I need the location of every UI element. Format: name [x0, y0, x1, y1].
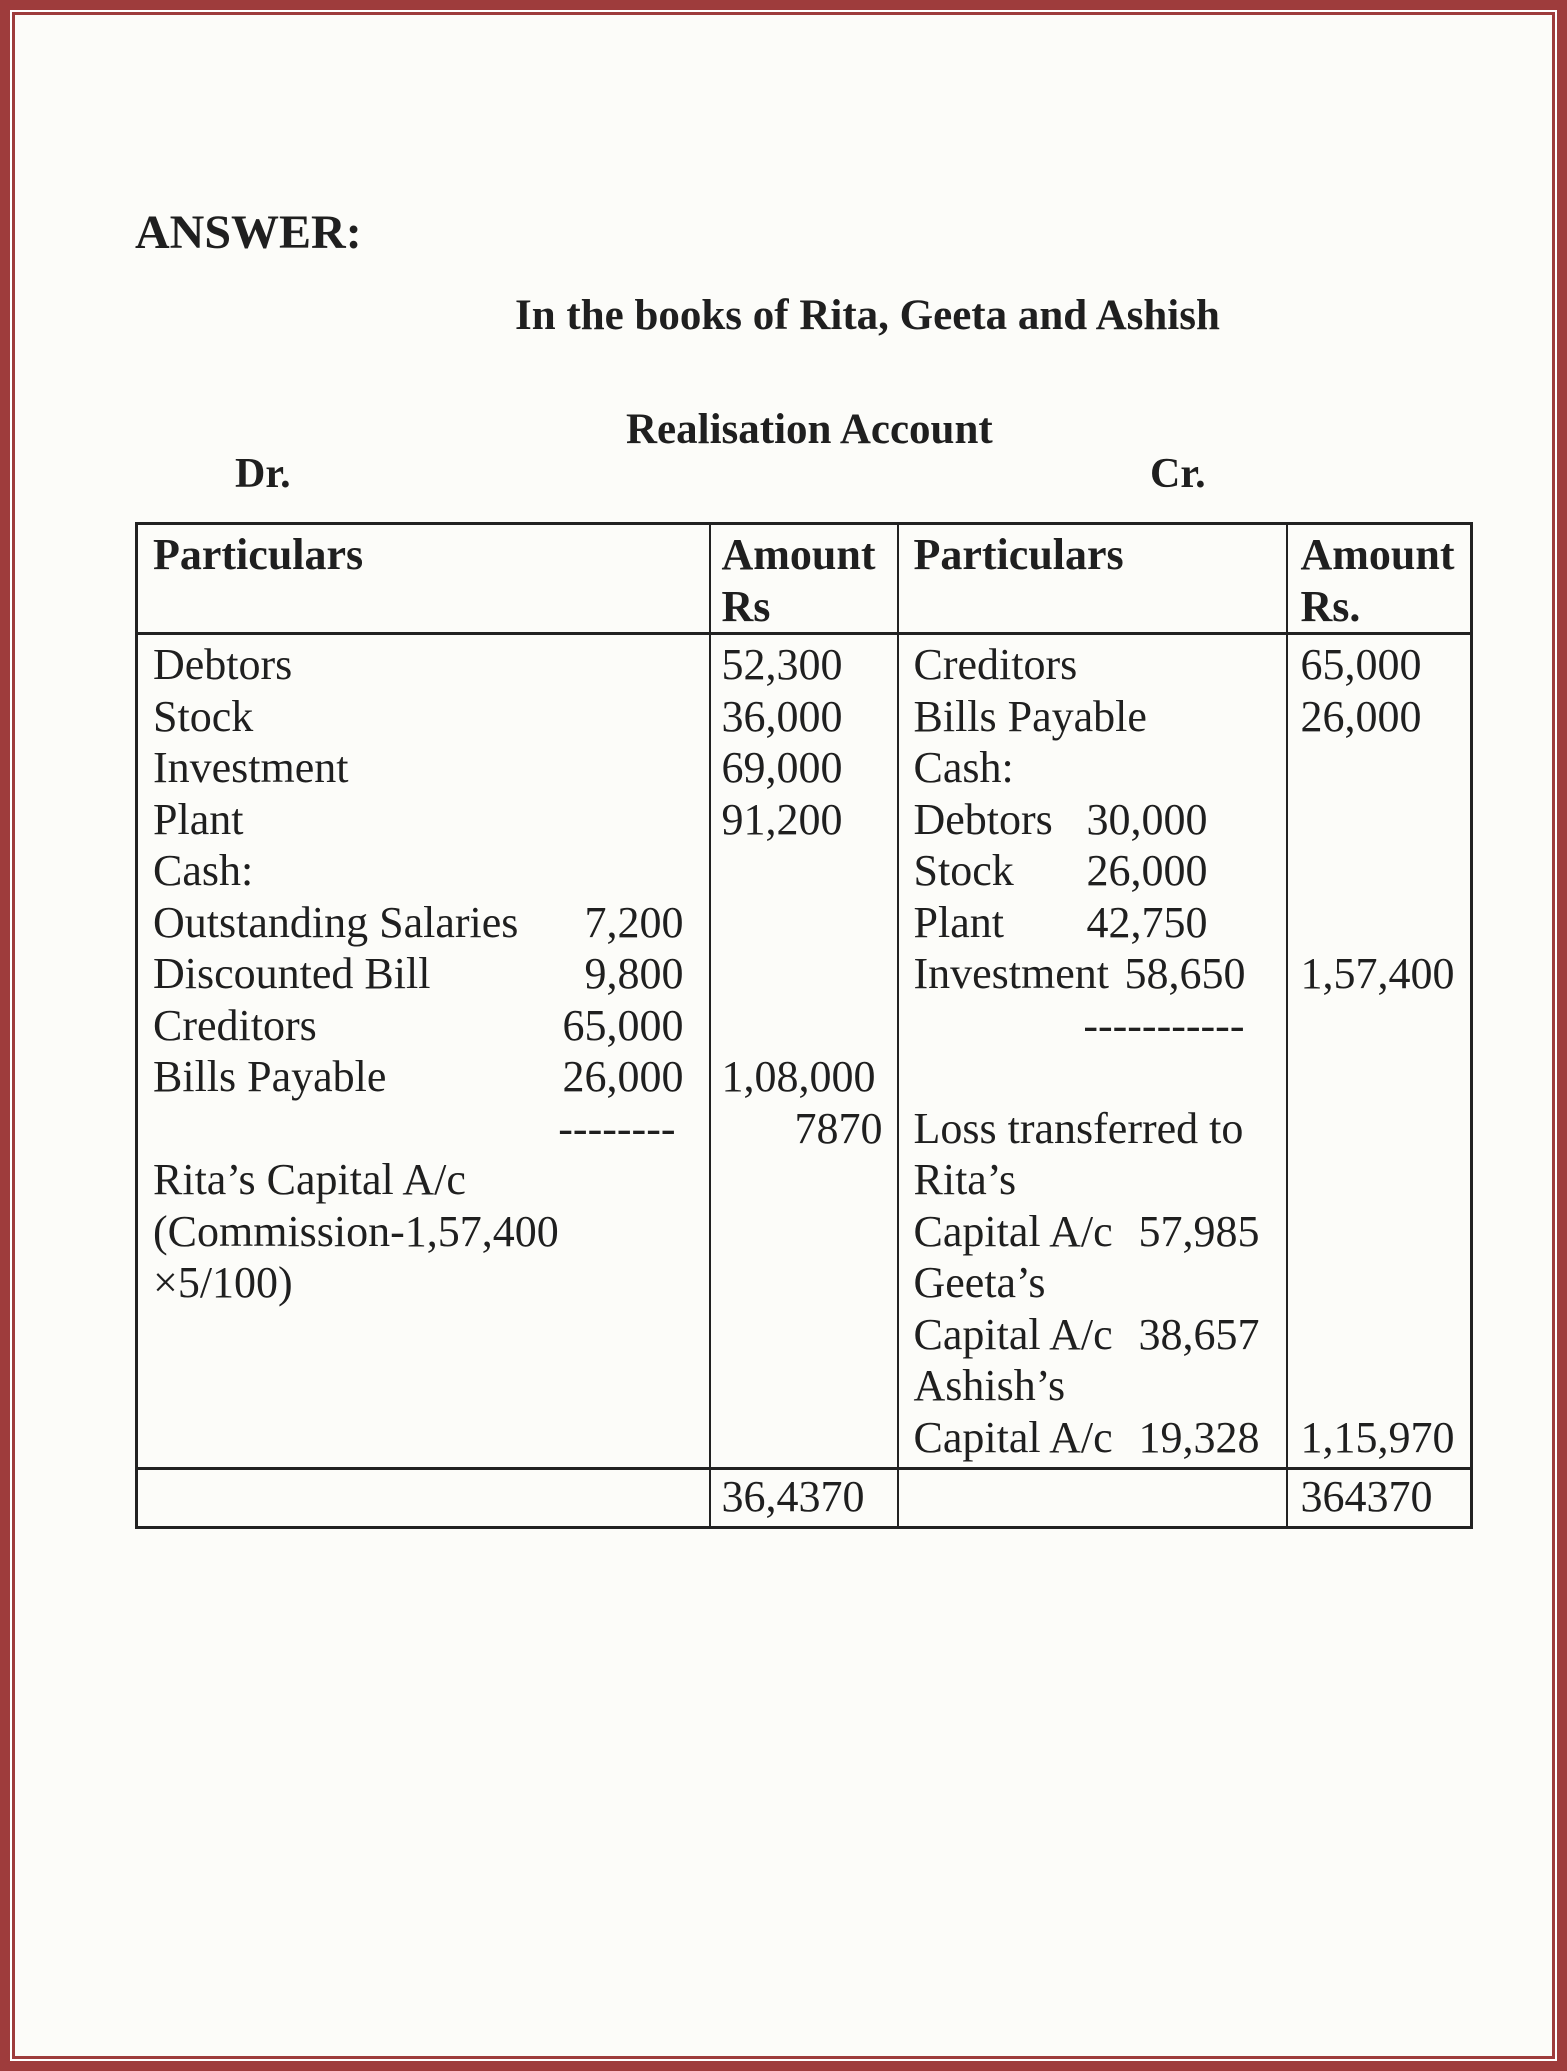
particulars-sub-amount: 19,328 [1138, 1412, 1260, 1462]
amount-line-blank [711, 1206, 897, 1258]
amount-line-blank [1288, 1000, 1471, 1052]
amount-line-blank [711, 1154, 897, 1206]
particulars-line [1288, 581, 1471, 633]
particulars-label: Creditors [913, 640, 1078, 689]
header-cr-amount [1287, 524, 1472, 634]
heading-account-title: Realisation Account [626, 406, 993, 453]
particulars-label: Cash: [153, 846, 254, 895]
particulars-label: Discounted Bill [153, 949, 431, 998]
amount-line-blank [711, 897, 897, 949]
amount-line [1288, 691, 1471, 743]
dr-label: Dr. [235, 451, 291, 497]
amount-value: 7870 [794, 1103, 883, 1153]
particulars-sub-amount: ----------- [1083, 1000, 1245, 1050]
particulars-line [899, 529, 1286, 581]
dr-total-blank-cell [137, 1469, 710, 1528]
particulars-line-blank [138, 1309, 709, 1361]
amount-line-blank [711, 1360, 897, 1412]
amount-line [711, 1051, 897, 1103]
particulars-label: Cash: [913, 743, 1014, 792]
table-body-row [137, 634, 1472, 1469]
particulars-sub-amount: 58,650 [1124, 949, 1246, 998]
particulars-sub-amount: 9,800 [584, 949, 684, 998]
realisation-account-table [135, 522, 1473, 1529]
particulars-line [899, 691, 1286, 743]
particulars-sub-amount: 57,985 [1138, 1206, 1260, 1256]
dr-amount-cell [710, 634, 898, 1469]
particulars-label: Rita’s [913, 1155, 1017, 1204]
particulars-label: Plant [153, 794, 244, 844]
particulars-sub-amount: 26,000 [1086, 846, 1208, 895]
table-total-row [137, 1469, 1472, 1528]
particulars-label: Stock [153, 691, 254, 741]
particulars-sub-amount: 7,200 [584, 897, 684, 947]
amount-line-blank [711, 1309, 897, 1361]
particulars-line [138, 794, 709, 846]
amount-line-blank [1288, 845, 1471, 897]
particulars-line [138, 845, 709, 897]
particulars-label: Rs. [1300, 581, 1361, 631]
particulars-label: Rs [721, 581, 771, 631]
amount-line [711, 1103, 897, 1155]
particulars-label: Loss transferred to [913, 1103, 1244, 1153]
particulars-sub-amount: 26,000 [562, 1052, 684, 1101]
particulars-label: Investment [913, 949, 1110, 998]
particulars-line [899, 742, 1286, 794]
particulars-label: ×5/100) [153, 1258, 293, 1307]
particulars-label: Ashish’s [913, 1361, 1066, 1410]
amount-line [711, 691, 897, 743]
particulars-label: Bills Payable [153, 1052, 387, 1101]
amount-line [1288, 1412, 1471, 1464]
particulars-line [138, 1257, 709, 1309]
amount-line-blank [1288, 1360, 1471, 1412]
particulars-label: Debtors [913, 794, 1053, 844]
particulars-line [1288, 529, 1471, 581]
particulars-label: Debtors [153, 640, 293, 689]
particulars-line-blank [899, 1051, 1286, 1103]
particulars-line [711, 529, 897, 581]
particulars-label: Stock [913, 846, 1014, 895]
amount-line-blank [711, 1257, 897, 1309]
page-frame-border [12, 12, 1555, 2059]
amount-value: 36,000 [721, 691, 843, 741]
particulars-line [899, 1309, 1286, 1361]
particulars-line [899, 1412, 1286, 1464]
particulars-line [138, 897, 709, 949]
amount-line [711, 742, 897, 794]
particulars-label: Geeta’s [913, 1258, 1046, 1307]
particulars-sub-amount: 38,657 [1138, 1309, 1260, 1359]
particulars-label: Capital A/c [913, 1412, 1113, 1462]
cr-particulars-cell [898, 634, 1287, 1469]
particulars-line [138, 1051, 709, 1103]
particulars-label: Particulars [913, 530, 1124, 579]
amount-line-blank [1288, 742, 1471, 794]
particulars-line [138, 1206, 709, 1258]
dr-particulars-cell [137, 634, 710, 1469]
particulars-label: Bills Payable [913, 691, 1147, 741]
table-header-row [137, 524, 1472, 634]
particulars-line [138, 639, 709, 691]
particulars-line [899, 794, 1286, 846]
amount-line-blank [711, 1000, 897, 1052]
cr-amount-cell [1287, 634, 1472, 1469]
particulars-line [899, 1000, 1286, 1052]
amount-line [1288, 948, 1471, 1000]
header-dr-amount [710, 524, 898, 634]
amount-line-blank [711, 948, 897, 1000]
amount-value: 91,200 [721, 794, 843, 844]
particulars-label: Outstanding Salaries [153, 897, 519, 947]
particulars-line [899, 948, 1286, 1000]
particulars-sub-amount: -------- [558, 1103, 676, 1153]
amount-value: 1,15,970 [1300, 1412, 1455, 1462]
particulars-line [899, 845, 1286, 897]
header-dr-particulars [137, 524, 710, 634]
particulars-line [138, 1000, 709, 1052]
heading-books-title: In the books of Rita, Geeta and Ashish [515, 292, 1220, 339]
particulars-label: Capital A/c [913, 1206, 1113, 1256]
particulars-label: Capital A/c [913, 1309, 1113, 1359]
particulars-label: (Commission-1,57,400 [153, 1206, 559, 1256]
particulars-line-blank [138, 1360, 709, 1412]
cr-total-amount: 364370 [1287, 1469, 1472, 1528]
particulars-line [899, 1257, 1286, 1309]
amount-value: 1,57,400 [1300, 949, 1455, 998]
amount-line-blank [1288, 1206, 1471, 1258]
particulars-sub-amount: 65,000 [562, 1000, 684, 1050]
amount-line-blank [711, 1412, 897, 1464]
particulars-line [711, 581, 897, 633]
cr-total-blank-cell [898, 1469, 1287, 1528]
particulars-line-blank [138, 1412, 709, 1464]
particulars-line [899, 1206, 1286, 1258]
amount-line-blank [1288, 1309, 1471, 1361]
particulars-label: Particulars [153, 530, 364, 579]
amount-line [711, 794, 897, 846]
answer-label: ANSWER: [135, 206, 362, 259]
amount-line-blank [711, 845, 897, 897]
particulars-label: Creditors [153, 1000, 317, 1050]
particulars-line [138, 1103, 709, 1155]
amount-line-blank [1288, 1103, 1471, 1155]
particulars-line [138, 948, 709, 1000]
amount-line-blank [1288, 1257, 1471, 1309]
particulars-label: Amount [1300, 530, 1455, 579]
particulars-line [899, 639, 1286, 691]
amount-value: 1,08,000 [721, 1052, 876, 1101]
particulars-sub-amount: 30,000 [1086, 794, 1208, 844]
amount-line-blank [1288, 897, 1471, 949]
amount-line-blank [1288, 1051, 1471, 1103]
particulars-line [138, 691, 709, 743]
particulars-label: Investment [153, 743, 349, 792]
dr-total-amount: 36,4370 [710, 1469, 898, 1528]
particulars-line [138, 529, 709, 581]
particulars-line [138, 742, 709, 794]
particulars-label: Rita’s Capital A/c [153, 1155, 466, 1204]
cr-label: Cr. [1150, 451, 1206, 497]
amount-value: 69,000 [721, 743, 843, 792]
particulars-line [899, 1154, 1286, 1206]
particulars-line [899, 897, 1286, 949]
amount-line [711, 639, 897, 691]
amount-line-blank [1288, 794, 1471, 846]
amount-line-blank [1288, 1154, 1471, 1206]
particulars-line [899, 1360, 1286, 1412]
particulars-label: Plant [913, 897, 1004, 947]
amount-value: 52,300 [721, 640, 843, 689]
particulars-line [138, 1154, 709, 1206]
particulars-sub-amount: 42,750 [1086, 897, 1208, 947]
header-cr-particulars [898, 524, 1287, 634]
particulars-label: Amount [721, 530, 876, 579]
amount-value: 26,000 [1300, 691, 1422, 741]
amount-value: 65,000 [1300, 640, 1422, 689]
amount-line [1288, 639, 1471, 691]
particulars-line [899, 1103, 1286, 1155]
